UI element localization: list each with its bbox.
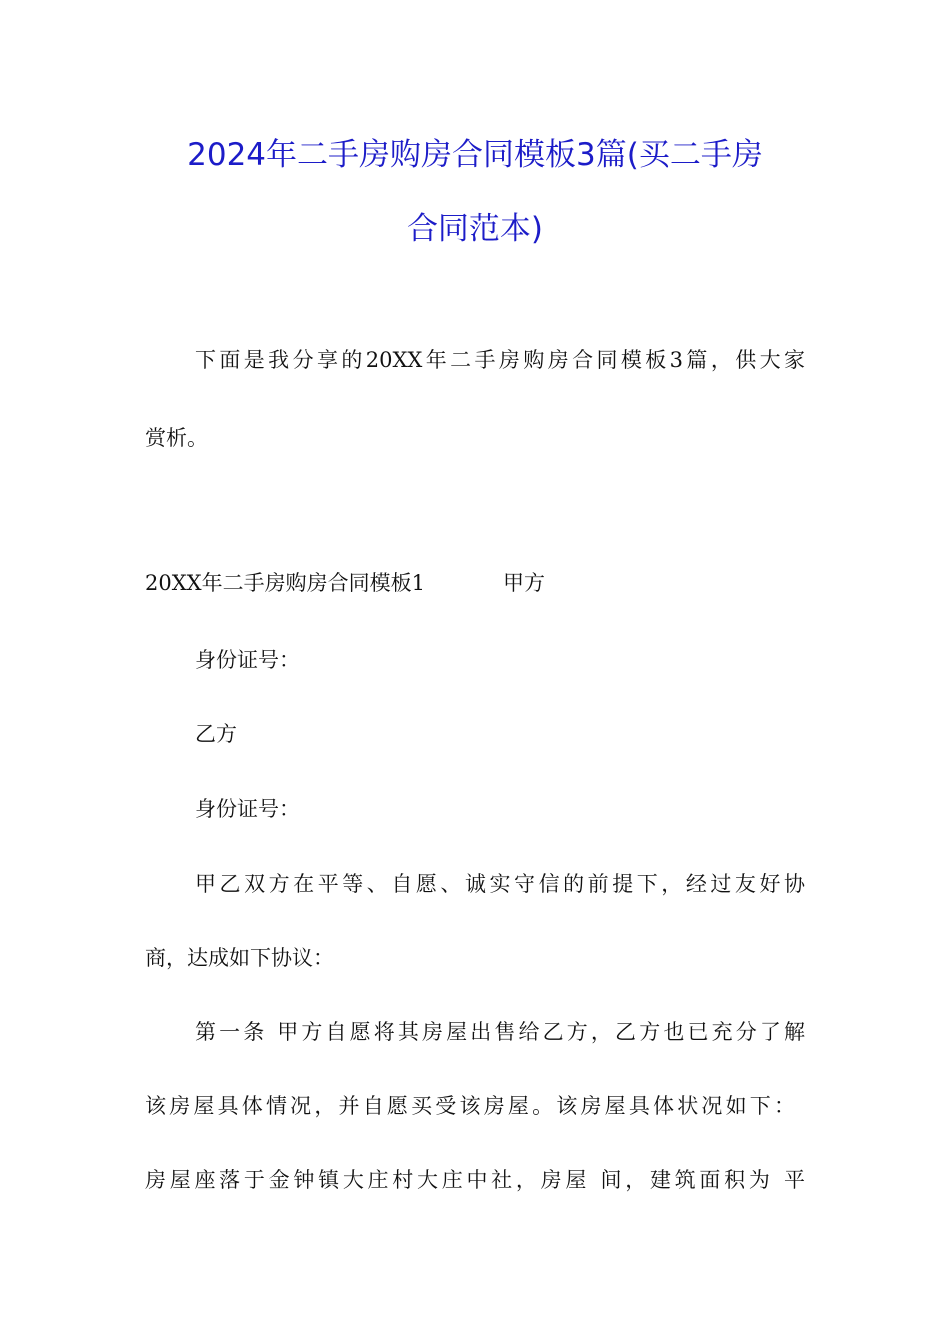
intro-paragraph-line-1: 下面是我分享的20XX年二手房购房合同模板3篇，供大家 <box>195 348 805 372</box>
document-title-line-1: 2024年二手房购房合同模板3篇(买二手房 <box>187 137 763 173</box>
document-title-line-2: 合同范本) <box>406 211 544 247</box>
party-b-label: 乙方 <box>195 722 237 746</box>
party-b-id-label: 身份证号： <box>195 797 300 821</box>
article-1-line-1: 第一条 甲方自愿将其房屋出售给乙方，乙方也已充分了解 <box>195 1020 805 1044</box>
agreement-paragraph-line-2: 商，达成如下协议： <box>145 946 334 970</box>
intro-paragraph-line-2: 赏析。 <box>145 426 208 450</box>
agreement-paragraph-line-1: 甲乙双方在平等、自愿、诚实守信的前提下，经过友好协 <box>195 872 805 896</box>
party-a-label: 甲方 <box>503 571 545 595</box>
article-1-line-3: 房屋座落于金钟镇大庄村大庄中社，房屋 间，建筑面积为 平 <box>145 1168 805 1192</box>
section-heading: 20XX年二手房购房合同模板1 <box>145 571 425 595</box>
party-a-id-label: 身份证号： <box>195 648 300 672</box>
article-1-line-2: 该房屋具体情况，并自愿买受该房屋。该房屋具体状况如下： <box>145 1094 795 1118</box>
